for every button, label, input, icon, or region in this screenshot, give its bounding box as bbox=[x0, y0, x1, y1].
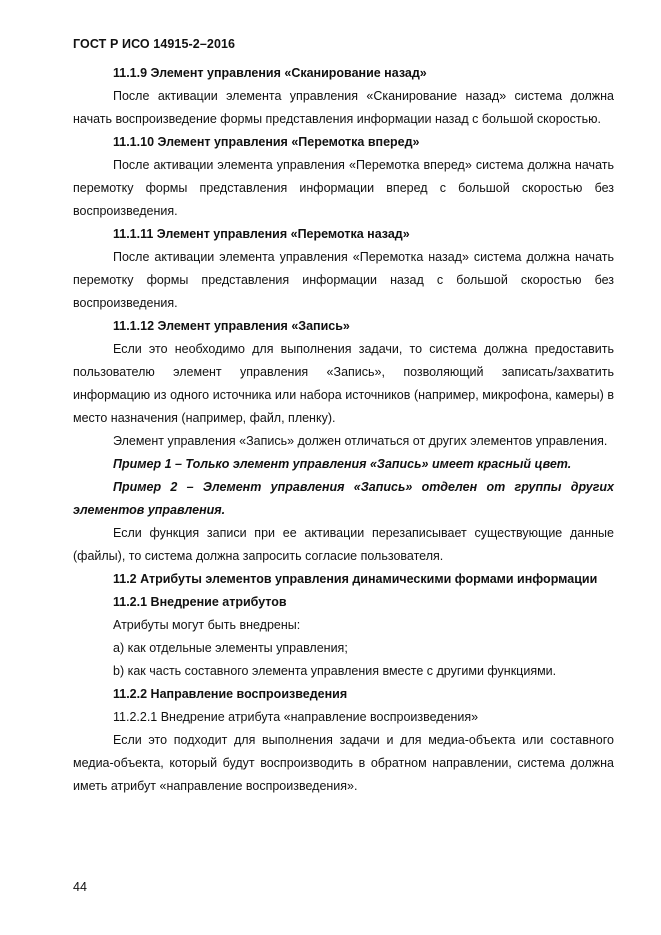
example-2: Пример 2 – Элемент управления «Запись» отделен от группы других элементов управления. bbox=[73, 480, 614, 517]
document-body bbox=[73, 62, 614, 798]
heading-11-2-2: 11.2.2 Направление воспроизведения bbox=[113, 687, 348, 701]
paragraph: После активации элемента управления «Сканирование назад» система должна начать воспроизведение формы представления информации назад с большой скоростью. bbox=[73, 89, 614, 126]
section-heading-11-2: 11.2 Атрибуты элементов управления динамическими формами информации bbox=[113, 572, 598, 586]
paragraph: Если это подходит для выполнения задачи и для медиа-объекта или составного медиа-объекта, который будут воспроизводить в обратном направлении, система должна иметь атрибут «направление воспроизведения». bbox=[73, 733, 614, 793]
heading-11-1-9: 11.1.9 Элемент управления «Сканирование назад» bbox=[113, 66, 427, 80]
paragraph: Если функция записи при ее активации перезаписывает существующие данные (файлы), то система должна запросить согласие пользователя. bbox=[73, 526, 614, 563]
paragraph: Атрибуты могут быть внедрены: bbox=[113, 618, 301, 632]
heading-11-1-12: 11.1.12 Элемент управления «Запись» bbox=[113, 319, 350, 333]
page-number: 44 bbox=[73, 880, 87, 894]
subclause-11-2-2-1: 11.2.2.1 Внедрение атрибута «направление воспроизведения» bbox=[113, 710, 479, 724]
paragraph: После активации элемента управления «Перемотка вперед» система должна начать перемотку формы представления информации вперед с большой скоростью без воспроизведения. bbox=[73, 158, 614, 218]
heading-11-1-11: 11.1.11 Элемент управления «Перемотка назад» bbox=[113, 227, 410, 241]
paragraph: Если это необходимо для выполнения задачи, то система должна предоставить пользователю элемент управления «Запись», позволяющий записать/захватить информацию из одного источника или набора источников (например, микрофона, камеры) в место назначения (например, файл, пленку). bbox=[73, 342, 614, 425]
list-item-a: a) как отдельные элементы управления; bbox=[113, 641, 348, 655]
heading-11-2-1: 11.2.1 Внедрение атрибутов bbox=[113, 595, 287, 609]
example-1: Пример 1 – Только элемент управления «Запись» имеет красный цвет. bbox=[113, 457, 572, 471]
paragraph: После активации элемента управления «Перемотка назад» система должна начать перемотку формы представления информации назад с большой скоростью без воспроизведения. bbox=[73, 250, 614, 310]
list-item-b: b) как часть составного элемента управления вместе с другими функциями. bbox=[113, 664, 557, 678]
paragraph: Элемент управления «Запись» должен отличаться от других элементов управления. bbox=[113, 434, 608, 448]
heading-11-1-10: 11.1.10 Элемент управления «Перемотка вперед» bbox=[113, 135, 420, 149]
standard-header: ГОСТ Р ИСО 14915-2–2016 bbox=[73, 37, 236, 51]
